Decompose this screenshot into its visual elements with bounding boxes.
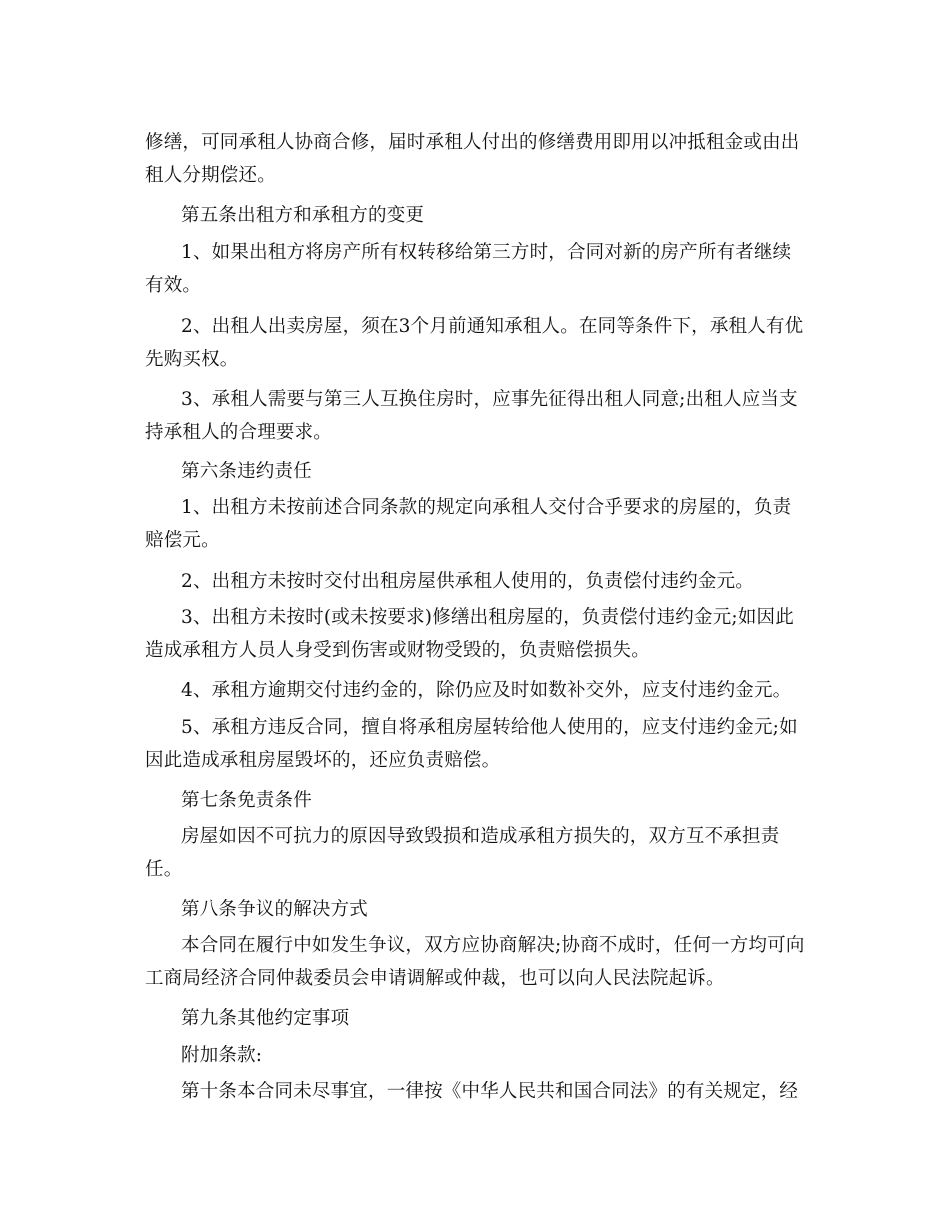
heading-article-9: 第九条其他约定事项 bbox=[181, 1008, 350, 1029]
paragraph-repair-continuation: 修缮，可同承租人协商合修，届时承租人付出的修缮费用即用以冲抵租金或由出租人分期偿还。 bbox=[145, 132, 800, 186]
paragraph-7-1: 房屋如因不可抗力的原因导致毁损和造成承租方损失的，双方互不承担责任。 bbox=[145, 826, 780, 880]
paragraph-9-attached: 附加条款: bbox=[181, 1045, 263, 1066]
paragraph-5-3: 3、承租人需要与第三人互换住房时，应事先征得出租人同意;出租人应当支持承租人的合理要求。 bbox=[145, 389, 798, 443]
paragraph-5-1: 1、如果出租方将房产所有权转移给第三方时，合同对新的房产所有者继续有效。 bbox=[145, 242, 792, 296]
heading-article-5: 第五条出租方和承租方的变更 bbox=[181, 205, 425, 226]
paragraph-6-1: 1、出租方未按前述合同条款的规定向承租人交付合乎要求的房屋的，负责赔偿元。 bbox=[145, 497, 792, 551]
paragraph-article-10: 第十条本合同未尽事宜，一律按《中华人民共和国合同法》的有关规定，经 bbox=[181, 1081, 799, 1102]
paragraph-8-1: 本合同在履行中如发生争议，双方应协商解决;协商不成时，任何一方均可向工商局经济合同仲裁委员会申请调解或仲裁，也可以向人民法院起诉。 bbox=[145, 935, 805, 989]
heading-article-6: 第六条违约责任 bbox=[181, 461, 312, 482]
heading-article-8: 第八条争议的解决方式 bbox=[181, 899, 369, 920]
paragraph-6-4: 4、承租方逾期交付违约金的，除仍应及时如数补交外，应支付违约金元。 bbox=[181, 680, 792, 701]
paragraph-6-5: 5、承租方违反合同，擅自将承租房屋转给他人使用的，应支付违约金元;如因此造成承租房屋毁坏的，还应负责赔偿。 bbox=[145, 717, 798, 771]
paragraph-6-3: 3、出租方未按时(或未按要求)修缮出租房屋的，负责偿付违约金元;如因此造成承租方人员人身受到伤害或财物受毁的，负责赔偿损失。 bbox=[145, 607, 794, 661]
paragraph-6-2: 2、出租方未按时交付出租房屋供承租人使用的，负责偿付违约金元。 bbox=[181, 571, 754, 592]
paragraph-5-2: 2、出租人出卖房屋，须在3个月前通知承租人。在同等条件下，承租人有优先购买权。 bbox=[145, 316, 804, 370]
heading-article-7: 第七条免责条件 bbox=[181, 790, 312, 811]
